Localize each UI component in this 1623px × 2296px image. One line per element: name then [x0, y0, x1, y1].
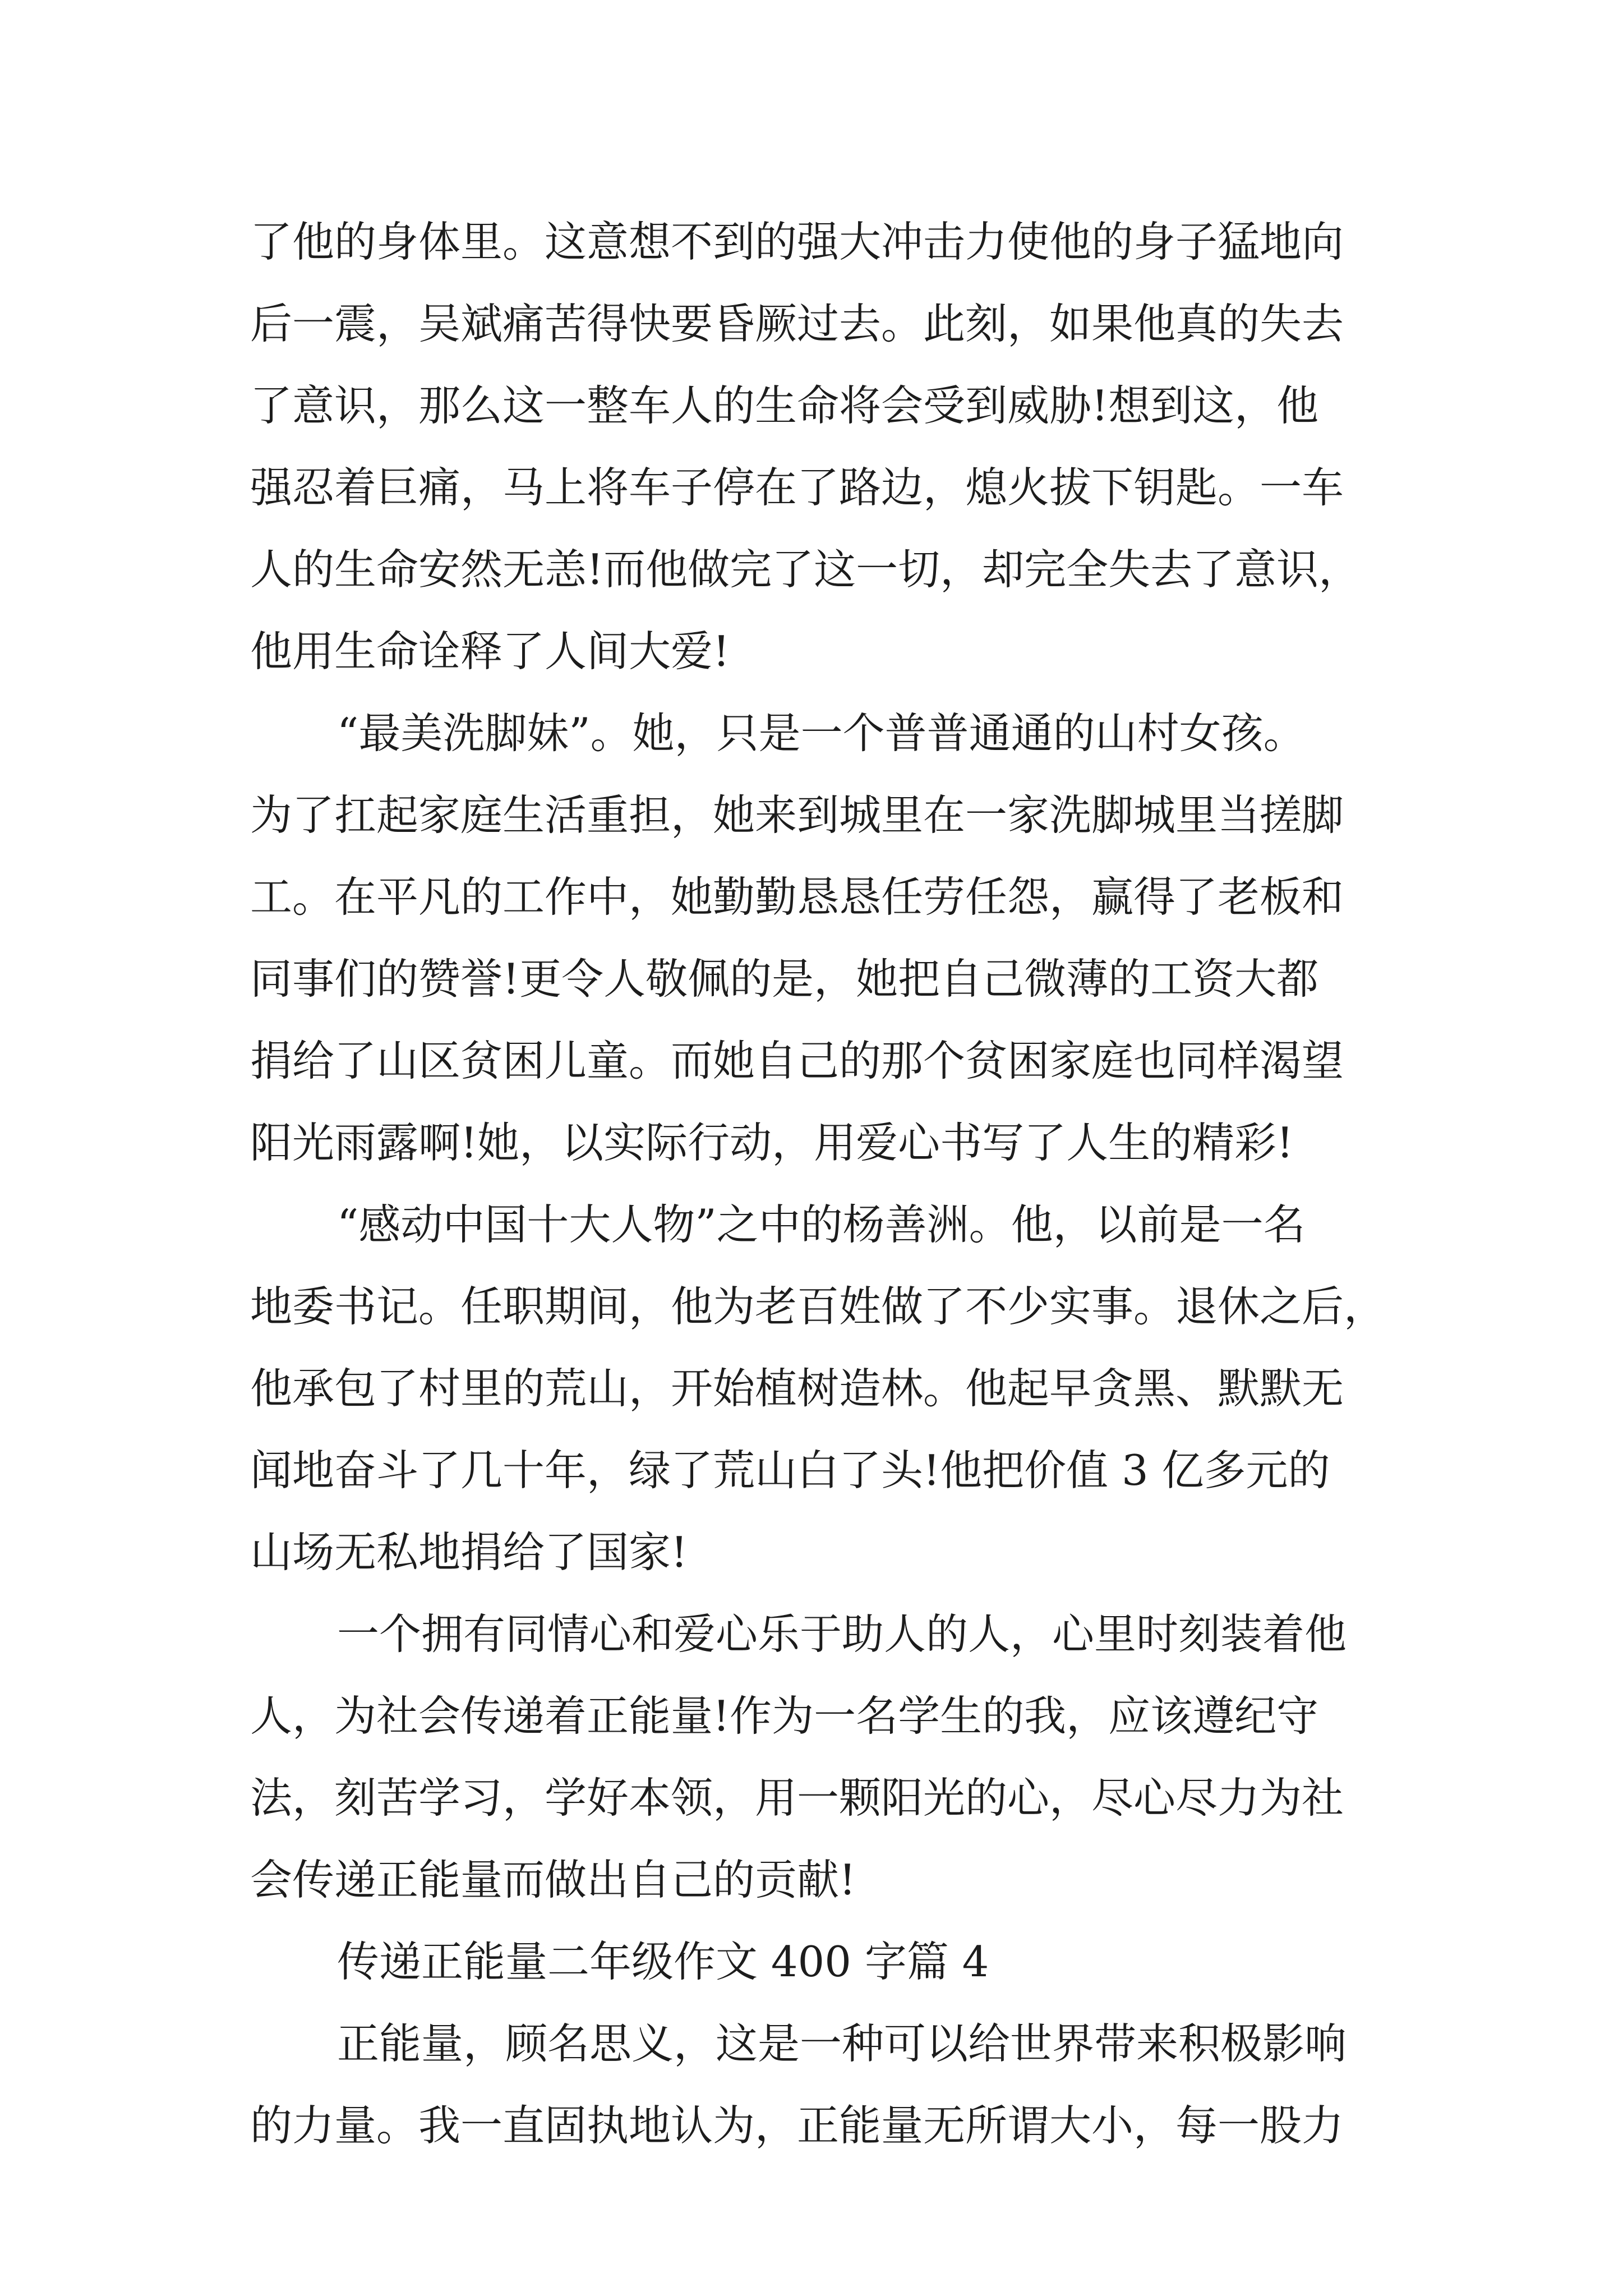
- text-line: 为了扛起家庭生活重担，她来到城里在一家洗脚城里当搓脚: [250, 790, 1344, 840]
- text-line: 他用生命诠释了人间大爱!: [250, 627, 730, 676]
- text-line: 人的生命安然无恙!而他做完了这一切，却完全失去了意识，: [250, 545, 1361, 594]
- text-line: 山场无私地捐给了国家!: [250, 1527, 688, 1577]
- text-line: 闻地奋斗了几十年，绿了荒山白了头!他把价值 3 亿多元的: [250, 1446, 1330, 1495]
- text-line: 捐给了山区贫困儿童。而她自己的那个贫困家庭也同样渴望: [250, 1036, 1344, 1085]
- text-line: 工。在平凡的工作中，她勤勤恳恳任劳任怨，赢得了老板和: [250, 872, 1344, 922]
- text-line: 阳光雨露啊!她，以实际行动，用爱心书写了人生的精彩!: [250, 1118, 1294, 1167]
- text-line: 法，刻苦学习，学好本领，用一颗阳光的心，尽心尽力为社: [250, 1773, 1344, 1823]
- text-line: 同事们的赞誉!更令人敬佩的是，她把自己微薄的工资大都: [250, 954, 1319, 1004]
- text-line: “感动中国十大人物”之中的杨善洲。他，以前是一名: [337, 1200, 1306, 1249]
- text-line: 会传递正能量而做出自己的贡献!: [250, 1855, 856, 1904]
- text-line: 他承包了村里的荒山，开始植树造林。他起早贪黑、默默无: [250, 1364, 1344, 1413]
- text-line: 强忍着巨痛，马上将车子停在了路边，熄火拔下钥匙。一车: [250, 463, 1344, 512]
- text-line: 地委书记。任职期间，他为老百姓做了不少实事。退休之后，: [250, 1282, 1386, 1331]
- text-line: 正能量，顾名思义，这是一种可以给世界带来积极影响: [337, 2019, 1347, 2068]
- text-line: 了意识，那么这一整车人的生命将会受到威胁!想到这，他: [250, 381, 1319, 430]
- text-line: 人，为社会传递着正能量!作为一名学生的我，应该遵纪守: [250, 1691, 1319, 1741]
- document-body: [250, 201, 1397, 2166]
- text-line: “最美洗脚妹”。她，只是一个普普通通的山村女孩。: [337, 708, 1306, 758]
- text-line: 传递正能量二年级作文 400 字篇 4: [337, 1937, 989, 1986]
- text-line: 了他的身体里。这意想不到的强大冲击力使他的身子猛地向: [250, 217, 1344, 266]
- text-line: 后一震，吴斌痛苦得快要昏厥过去。此刻，如果他真的失去: [250, 299, 1344, 348]
- text-line: 一个拥有同情心和爱心乐于助人的人，心里时刻装着他: [337, 1609, 1347, 1659]
- text-line: 的力量。我一直固执地认为，正能量无所谓大小，每一股力: [250, 2101, 1344, 2150]
